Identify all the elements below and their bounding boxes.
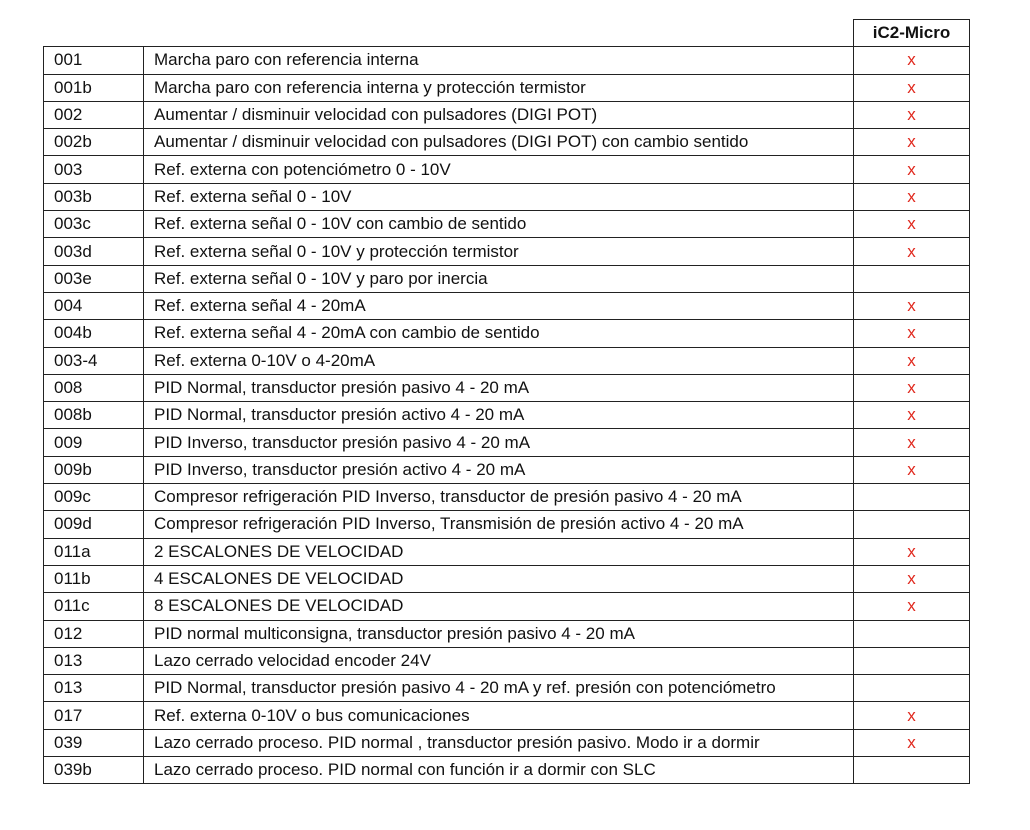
code-cell: 001b: [44, 74, 144, 101]
code-cell: 009b: [44, 456, 144, 483]
support-mark-cell: x: [854, 183, 970, 210]
table-row: [44, 156, 970, 183]
model-header: iC2-Micro: [854, 20, 970, 47]
code-cell: 003: [44, 156, 144, 183]
description-cell: 8 ESCALONES DE VELOCIDAD: [144, 593, 854, 620]
description-cell: Aumentar / disminuir velocidad con pulsadores (DIGI POT) con cambio sentido: [144, 129, 854, 156]
description-cell: Aumentar / disminuir velocidad con pulsadores (DIGI POT): [144, 101, 854, 128]
description-cell: Compresor refrigeración PID Inverso, transductor de presión pasivo 4 - 20 mA: [144, 484, 854, 511]
support-mark-cell: x: [854, 702, 970, 729]
description-cell: Ref. externa señal 4 - 20mA con cambio de sentido: [144, 320, 854, 347]
support-mark-cell: x: [854, 292, 970, 319]
code-cell: 002b: [44, 129, 144, 156]
code-cell: 003d: [44, 238, 144, 265]
table-row: [44, 402, 970, 429]
support-mark-cell: x: [854, 101, 970, 128]
description-cell: Marcha paro con referencia interna: [144, 47, 854, 74]
table-row: [44, 647, 970, 674]
table-row: [44, 211, 970, 238]
code-cell: 002: [44, 101, 144, 128]
table-row: [44, 702, 970, 729]
description-cell: 2 ESCALONES DE VELOCIDAD: [144, 538, 854, 565]
code-cell: 008b: [44, 402, 144, 429]
description-cell: Compresor refrigeración PID Inverso, Transmisión de presión activo 4 - 20 mA: [144, 511, 854, 538]
description-cell: Marcha paro con referencia interna y protección termistor: [144, 74, 854, 101]
support-mark-cell: [854, 675, 970, 702]
table-row: [44, 74, 970, 101]
support-mark-cell: [854, 757, 970, 784]
description-cell: 4 ESCALONES DE VELOCIDAD: [144, 565, 854, 592]
code-cell: 011c: [44, 593, 144, 620]
table-row: [44, 757, 970, 784]
table-row: [44, 320, 970, 347]
table-row: [44, 511, 970, 538]
code-cell: 011b: [44, 565, 144, 592]
support-mark-cell: x: [854, 429, 970, 456]
support-mark-cell: x: [854, 538, 970, 565]
description-cell: Ref. externa señal 0 - 10V y paro por inercia: [144, 265, 854, 292]
support-mark-cell: x: [854, 74, 970, 101]
support-mark-cell: x: [854, 238, 970, 265]
description-cell: Ref. externa con potenciómetro 0 - 10V: [144, 156, 854, 183]
description-cell: Ref. externa señal 0 - 10V y protección termistor: [144, 238, 854, 265]
code-cell: 003-4: [44, 347, 144, 374]
support-mark-cell: x: [854, 320, 970, 347]
description-cell: Ref. externa señal 4 - 20mA: [144, 292, 854, 319]
table-row: [44, 456, 970, 483]
code-cell: 003e: [44, 265, 144, 292]
code-cell: 039b: [44, 757, 144, 784]
code-cell: 009d: [44, 511, 144, 538]
table-row: [44, 292, 970, 319]
application-table: [43, 19, 970, 784]
header-row: [44, 20, 970, 47]
description-cell: Ref. externa señal 0 - 10V: [144, 183, 854, 210]
description-cell: Lazo cerrado proceso. PID normal , transductor presión pasivo. Modo ir a dormir: [144, 729, 854, 756]
table-row: [44, 238, 970, 265]
table-row: [44, 593, 970, 620]
description-cell: Ref. externa 0-10V o 4-20mA: [144, 347, 854, 374]
table-row: [44, 47, 970, 74]
description-cell: PID Inverso, transductor presión pasivo 4 - 20 mA: [144, 429, 854, 456]
support-mark-cell: x: [854, 47, 970, 74]
code-cell: 003c: [44, 211, 144, 238]
table-row: [44, 129, 970, 156]
description-cell: PID Normal, transductor presión activo 4 - 20 mA: [144, 402, 854, 429]
table-row: [44, 538, 970, 565]
table-row: [44, 101, 970, 128]
support-mark-cell: x: [854, 402, 970, 429]
header-spacer: [144, 20, 854, 47]
support-mark-cell: x: [854, 374, 970, 401]
support-mark-cell: [854, 647, 970, 674]
code-cell: 013: [44, 647, 144, 674]
header-spacer: [44, 20, 144, 47]
table-row: [44, 620, 970, 647]
code-cell: 039: [44, 729, 144, 756]
support-mark-cell: x: [854, 565, 970, 592]
code-cell: 013: [44, 675, 144, 702]
code-cell: 017: [44, 702, 144, 729]
code-cell: 009: [44, 429, 144, 456]
description-cell: PID Inverso, transductor presión activo 4 - 20 mA: [144, 456, 854, 483]
table-row: [44, 429, 970, 456]
table-row: [44, 729, 970, 756]
description-cell: PID Normal, transductor presión pasivo 4 - 20 mA: [144, 374, 854, 401]
support-mark-cell: x: [854, 593, 970, 620]
table-row: [44, 484, 970, 511]
description-cell: Ref. externa 0-10V o bus comunicaciones: [144, 702, 854, 729]
code-cell: 012: [44, 620, 144, 647]
support-mark-cell: x: [854, 729, 970, 756]
code-cell: 004b: [44, 320, 144, 347]
support-mark-cell: [854, 511, 970, 538]
support-mark-cell: x: [854, 211, 970, 238]
table-body: [44, 47, 970, 784]
table-row: [44, 347, 970, 374]
code-cell: 003b: [44, 183, 144, 210]
table-row: [44, 374, 970, 401]
code-cell: 001: [44, 47, 144, 74]
support-mark-cell: [854, 620, 970, 647]
support-mark-cell: x: [854, 347, 970, 374]
support-mark-cell: x: [854, 156, 970, 183]
code-cell: 004: [44, 292, 144, 319]
support-mark-cell: [854, 265, 970, 292]
description-cell: Lazo cerrado velocidad encoder 24V: [144, 647, 854, 674]
table-row: [44, 675, 970, 702]
support-mark-cell: x: [854, 456, 970, 483]
table-row: [44, 565, 970, 592]
support-mark-cell: x: [854, 129, 970, 156]
code-cell: 008: [44, 374, 144, 401]
table-row: [44, 183, 970, 210]
support-mark-cell: [854, 484, 970, 511]
description-cell: PID Normal, transductor presión pasivo 4 - 20 mA y ref. presión con potenciómetro: [144, 675, 854, 702]
description-cell: Ref. externa señal 0 - 10V con cambio de sentido: [144, 211, 854, 238]
description-cell: Lazo cerrado proceso. PID normal con función ir a dormir con SLC: [144, 757, 854, 784]
code-cell: 009c: [44, 484, 144, 511]
code-cell: 011a: [44, 538, 144, 565]
table-row: [44, 265, 970, 292]
description-cell: PID normal multiconsigna, transductor presión pasivo 4 - 20 mA: [144, 620, 854, 647]
